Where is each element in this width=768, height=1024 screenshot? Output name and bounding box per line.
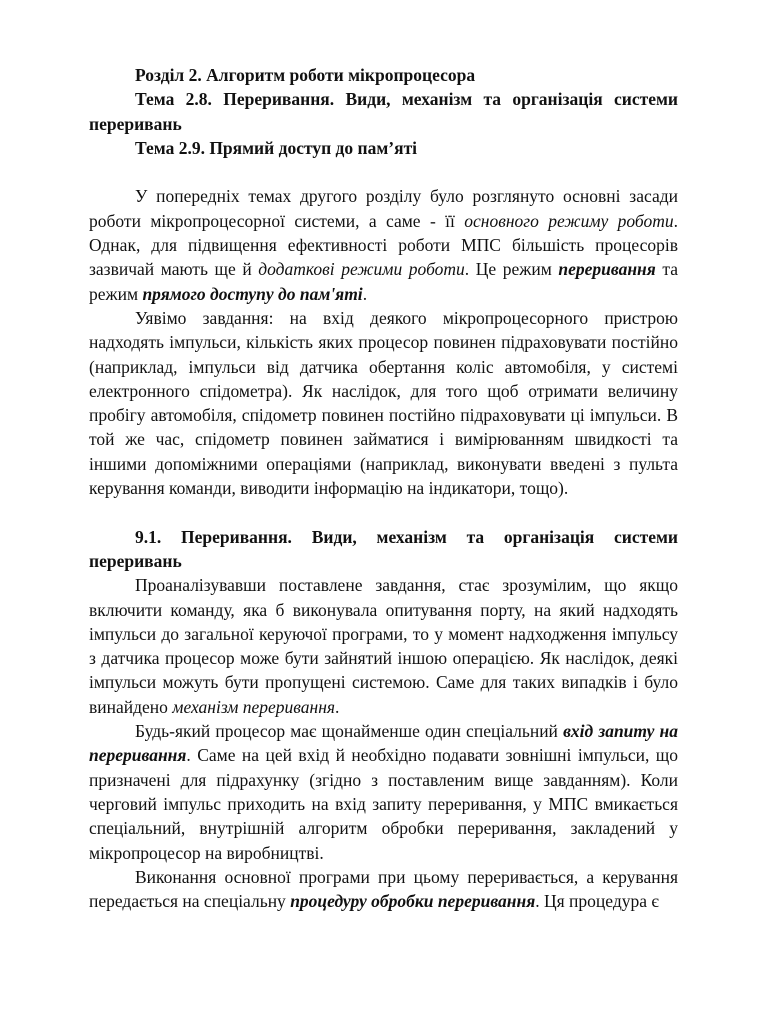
intro-text-4: та режим	[89, 259, 678, 304]
p3-strong-procedure: процедуру обробки переривання	[290, 891, 536, 912]
topic-29-heading: Тема 2.9. Прямий доступ до пам’яті	[135, 137, 418, 158]
intro-paragraph	[89, 184, 678, 305]
p3-text-2: . Ця процедура є	[535, 891, 659, 912]
intro-emphasis-extra-modes: додаткові режими роботи	[258, 259, 465, 280]
intro-text-5: .	[362, 283, 368, 304]
p1-text: Проаналізувавши поставлене завдання, стає зрозумілим, що якщо включити команду, яка б виконувала опитування порту, на який надходять імпульси до загальної керуючої програми, то у момент надходження імпульсу з датчика процесор може бути зайнятий іншою операцією. Як наслідок, деякі імпульси можуть бути пропущені системою. Саме для таких випадків і було винайдено	[89, 575, 678, 717]
p1-emphasis-mechanism: механізм переривання	[172, 696, 336, 717]
task-paragraph: Уявімо завдання: на вхід деякого мікропроцесорного пристрою надходять імпульси, кількість яких процесор повинен підраховувати постійно (наприклад, імпульси від датчика обертання коліс автомобіля, у системі електронного спідометра). Як наслідок, для того щоб отримати величину пробігу автомобіля, спідометр повинен постійно підраховувати ці імпульси. В той же час, спідометр повинен займатися і вимірюванням швидкості та іншими допоміжними операціями (наприклад, виконувати введені з пульта керування команди, виводити інформацію на індикатори, тощо).	[89, 307, 678, 499]
intro-text-1: У попередніх темах другого розділу було розглянуто основні засади роботи мікропроцесорної системи, а саме - її	[89, 186, 678, 231]
section-91-heading: 9.1. Переривання. Види, механізм та організація системи переривань	[89, 526, 678, 571]
intro-emphasis-main-mode: основного режиму роботи	[464, 210, 674, 231]
intro-strong-dma: прямого доступу до пам'яті	[142, 283, 363, 304]
intro-strong-interrupt: переривання	[558, 259, 656, 280]
p2-text-1: Будь-який процесор має щонайменше один спеціальний	[135, 721, 564, 742]
p3-text-1: Виконання основної програми при цьому переривається, а керування передається на спеціальну	[89, 866, 678, 912]
section-heading: Розділ 2. Алгоритм роботи мікропроцесора	[135, 65, 476, 85]
section-91-paragraph-1	[89, 573, 678, 719]
section-91-paragraph-3	[89, 865, 678, 914]
p2-text-2: . Саме на цей вхід й необхідно подавати зовнішні імпульси, що призначені для підрахунку (згідно з поставленим вище завданням). Коли черговий імпульс приходить на вхід запиту переривання, у МПС вмикається спеціальний, внутрішній алгоритм обробки переривання, закладений у мікропроцесор на виробництві.	[89, 745, 678, 863]
intro-text-3: . Це режим	[464, 259, 559, 280]
topic-28-heading: Тема 2.8. Переривання. Види, механізм та організація системи переривань	[89, 89, 678, 134]
spacer	[89, 160, 678, 184]
section-91-paragraph-2	[89, 719, 678, 865]
spacer	[89, 500, 678, 524]
document-page	[89, 63, 678, 913]
p1-end: .	[335, 696, 340, 717]
intro-text-2: . Однак, для підвищення ефективності роботи МПС більшість процесорів зазвичай мають ще й	[89, 210, 679, 280]
p2-strong-request-input: вхід запиту на переривання	[89, 721, 678, 766]
